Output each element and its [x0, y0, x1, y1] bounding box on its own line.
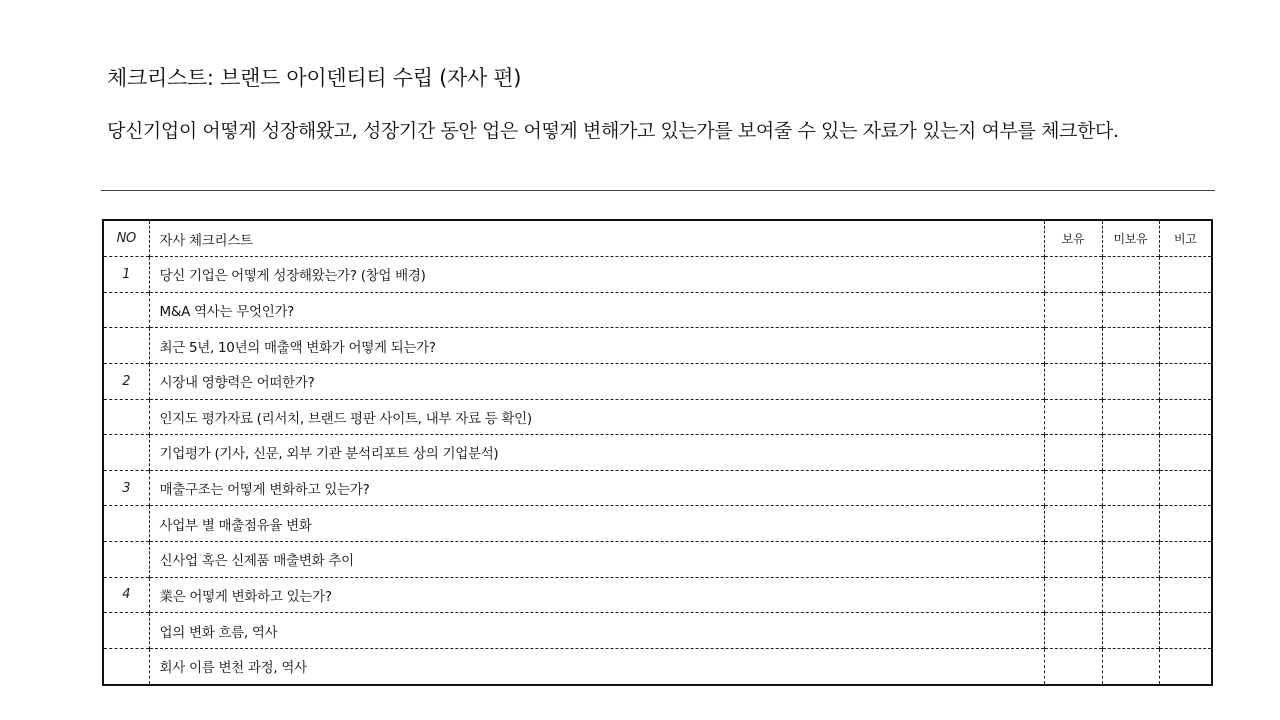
- row-number: [104, 292, 149, 328]
- divider: [101, 190, 1215, 191]
- row-number: [104, 613, 149, 649]
- table-row: [104, 648, 1211, 684]
- table-row: [104, 435, 1211, 471]
- checklist-item: 시장내 영향력은 어떠한가?: [149, 363, 1044, 399]
- not-have-cell[interactable]: [1102, 257, 1159, 293]
- checklist-item: 사업부 별 매출점유율 변화: [149, 506, 1044, 542]
- note-cell[interactable]: [1159, 470, 1211, 506]
- note-cell[interactable]: [1159, 506, 1211, 542]
- row-number: [104, 328, 149, 364]
- have-cell[interactable]: [1044, 399, 1102, 435]
- have-cell[interactable]: [1044, 435, 1102, 471]
- table-row: [104, 257, 1211, 293]
- row-number: 1: [104, 257, 149, 293]
- checklist-item: 신사업 혹은 신제품 매출변화 추이: [149, 541, 1044, 577]
- have-cell[interactable]: [1044, 613, 1102, 649]
- header-have: 보유: [1044, 221, 1102, 257]
- checklist-table: [102, 219, 1213, 686]
- not-have-cell[interactable]: [1102, 648, 1159, 684]
- note-cell[interactable]: [1159, 328, 1211, 364]
- have-cell[interactable]: [1044, 363, 1102, 399]
- table-header-row: [104, 221, 1211, 257]
- note-cell[interactable]: [1159, 292, 1211, 328]
- row-number: [104, 506, 149, 542]
- checklist-item: 매출구조는 어떻게 변화하고 있는가?: [149, 470, 1044, 506]
- header-item: 자사 체크리스트: [149, 221, 1044, 257]
- checklist-item: M&A 역사는 무엇인가?: [149, 292, 1044, 328]
- checklist-item: 기업평가 (기사, 신문, 외부 기관 분석리포트 상의 기업분석): [149, 435, 1044, 471]
- have-cell[interactable]: [1044, 506, 1102, 542]
- note-cell[interactable]: [1159, 648, 1211, 684]
- not-have-cell[interactable]: [1102, 506, 1159, 542]
- table-row: [104, 613, 1211, 649]
- checklist-item: 業은 어떻게 변화하고 있는가?: [149, 577, 1044, 613]
- not-have-cell[interactable]: [1102, 328, 1159, 364]
- table-row: [104, 541, 1211, 577]
- table-row: [104, 399, 1211, 435]
- have-cell[interactable]: [1044, 328, 1102, 364]
- note-cell[interactable]: [1159, 363, 1211, 399]
- not-have-cell[interactable]: [1102, 399, 1159, 435]
- checklist-item: 인지도 평가자료 (리서치, 브랜드 평판 사이트, 내부 자료 등 확인): [149, 399, 1044, 435]
- checklist-item: 당신 기업은 어떻게 성장해왔는가? (창업 배경): [149, 257, 1044, 293]
- row-number: 2: [104, 363, 149, 399]
- checklist-item: 최근 5년, 10년의 매출액 변화가 어떻게 되는가?: [149, 328, 1044, 364]
- row-number: [104, 648, 149, 684]
- not-have-cell[interactable]: [1102, 470, 1159, 506]
- table-row: [104, 470, 1211, 506]
- table-row: [104, 506, 1211, 542]
- not-have-cell[interactable]: [1102, 435, 1159, 471]
- row-number: [104, 541, 149, 577]
- have-cell[interactable]: [1044, 577, 1102, 613]
- checklist-item: 업의 변화 흐름, 역사: [149, 613, 1044, 649]
- have-cell[interactable]: [1044, 648, 1102, 684]
- not-have-cell[interactable]: [1102, 541, 1159, 577]
- note-cell[interactable]: [1159, 541, 1211, 577]
- have-cell[interactable]: [1044, 257, 1102, 293]
- not-have-cell[interactable]: [1102, 363, 1159, 399]
- note-cell[interactable]: [1159, 613, 1211, 649]
- row-number: 4: [104, 577, 149, 613]
- have-cell[interactable]: [1044, 292, 1102, 328]
- not-have-cell[interactable]: [1102, 577, 1159, 613]
- have-cell[interactable]: [1044, 470, 1102, 506]
- note-cell[interactable]: [1159, 257, 1211, 293]
- page-subtitle: 당신기업이 어떻게 성장해왔고, 성장기간 동안 업은 어떻게 변해가고 있는가를 보여줄 수 있는 자료가 있는지 여부를 체크한다.: [107, 120, 1119, 142]
- row-number: [104, 435, 149, 471]
- table-row: [104, 328, 1211, 364]
- row-number: 3: [104, 470, 149, 506]
- header-note: 비고: [1159, 221, 1211, 257]
- not-have-cell[interactable]: [1102, 292, 1159, 328]
- not-have-cell[interactable]: [1102, 613, 1159, 649]
- page-title: 체크리스트: 브랜드 아이덴티티 수립 (자사 편): [107, 66, 522, 90]
- note-cell[interactable]: [1159, 399, 1211, 435]
- note-cell[interactable]: [1159, 577, 1211, 613]
- note-cell[interactable]: [1159, 435, 1211, 471]
- header-not-have: 미보유: [1102, 221, 1159, 257]
- checklist-item: 회사 이름 변천 과정, 역사: [149, 648, 1044, 684]
- table-row: [104, 577, 1211, 613]
- have-cell[interactable]: [1044, 541, 1102, 577]
- header-no: NO: [116, 231, 136, 247]
- row-number: [104, 399, 149, 435]
- table-row: [104, 363, 1211, 399]
- table-row: [104, 292, 1211, 328]
